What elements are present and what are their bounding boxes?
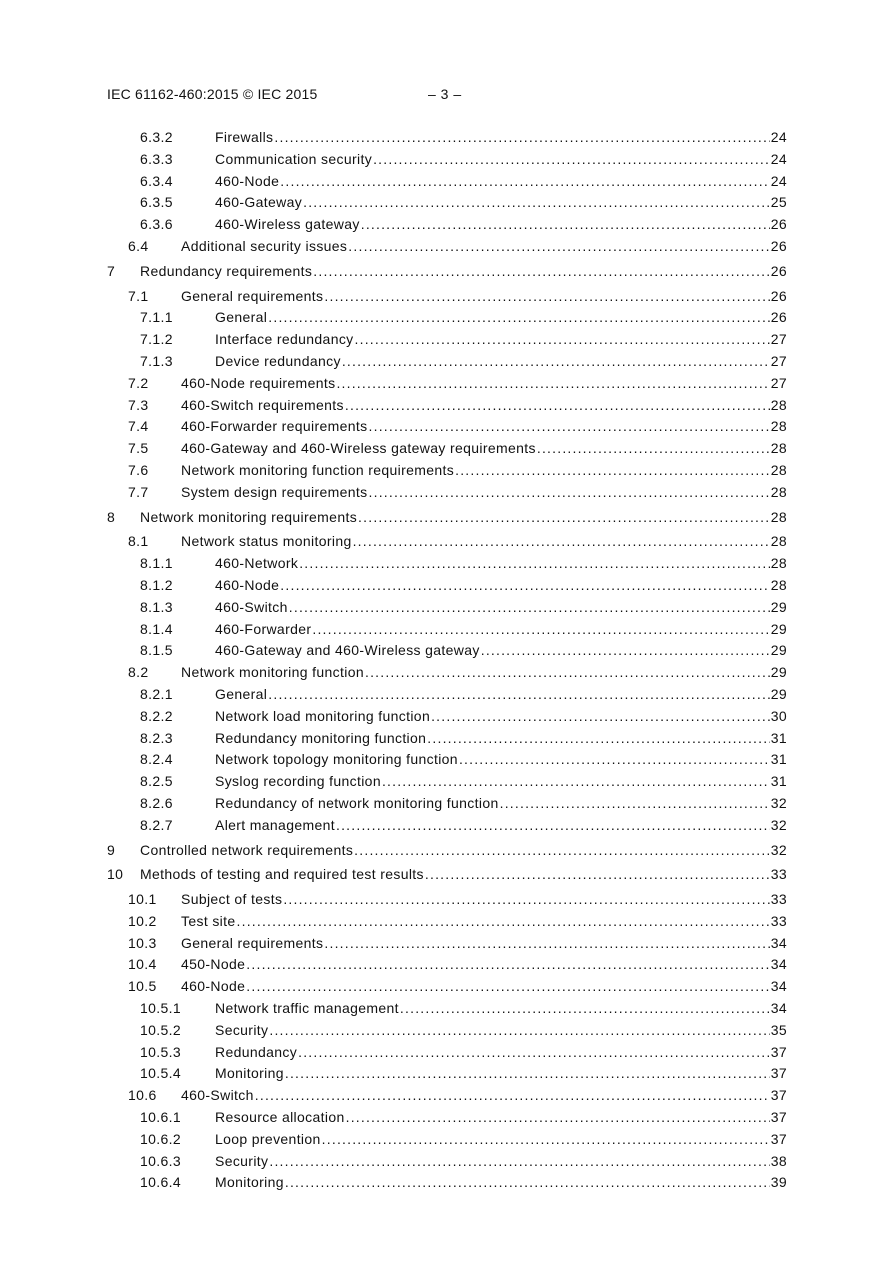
toc-entry-number: 6.3.6 [140,216,173,233]
table-of-contents [107,127,787,1194]
toc-entry-number: 7.6 [128,461,149,478]
toc-entry-page: 27 [770,374,787,391]
toc-entry-page: 31 [770,751,787,768]
toc-entry[interactable] [107,619,787,641]
toc-entry-page: 24 [770,150,787,167]
toc-entry[interactable] [107,662,787,684]
toc-entry-page: 31 [770,773,787,790]
toc-entry-number: 10.4 [128,956,157,973]
toc-entry-body [181,911,787,933]
toc-entry-number: 8.2.6 [140,794,173,811]
toc-entry-page: 32 [770,816,787,833]
toc-entry-title: Interface redundancy [215,331,354,348]
toc-entry-title: 460-Wireless gateway [215,216,360,233]
toc-entry-body [215,1107,787,1129]
toc-entry-number: 6.4 [128,237,149,254]
toc-entry-number: 8.2.7 [140,816,173,833]
toc-entry[interactable] [107,793,787,815]
toc-dot-leader [369,416,770,438]
toc-entry-number: 7.5 [128,440,149,457]
toc-entry-title: 460-Node [181,978,246,995]
toc-entry-body [215,575,787,597]
toc-entry-number: 8.1.5 [140,642,173,659]
toc-entry-title: 460-Node [215,576,280,593]
toc-entry-body [140,261,787,283]
toc-entry-body [140,507,787,529]
toc-dot-leader [336,373,769,395]
toc-entry-page: 33 [770,912,787,929]
toc-dot-leader [355,329,770,351]
toc-entry-page: 33 [770,866,787,883]
page-number: – 3 – [428,86,462,102]
toc-entry-title: 460-Forwarder requirements [181,418,368,435]
toc-entry-body [215,1063,787,1085]
toc-entry-title: Network monitoring requirements [140,508,358,525]
toc-entry-number: 6.3.5 [140,194,173,211]
toc-entry-body [181,438,787,460]
toc-entry-number: 8.2.5 [140,773,173,790]
toc-entry-page: 26 [770,287,787,304]
toc-entry-number: 9 [107,841,116,858]
toc-entry-page: 34 [770,956,787,973]
toc-entry[interactable] [107,575,787,597]
toc-dot-leader [431,706,770,728]
toc-entry[interactable] [107,1042,787,1064]
toc-entry-body [140,840,787,862]
toc-entry-page: 26 [770,309,787,326]
toc-entry-title: Resource allocation [215,1109,345,1126]
toc-dot-leader [268,307,769,329]
toc-entry-number: 10.5 [128,978,157,995]
toc-entry-body [181,954,787,976]
toc-entry-body [181,460,787,482]
toc-entry-title: Redundancy [215,1043,298,1060]
toc-entry-body [181,889,787,911]
toc-dot-leader [358,507,770,529]
toc-entry-page: 29 [770,642,787,659]
toc-entry-title: General [215,309,268,326]
toc-entry-body [215,749,787,771]
toc-entry-number: 10.6.3 [140,1152,182,1169]
toc-dot-leader [342,351,770,373]
toc-entry-title: Network traffic management [215,1000,399,1017]
toc-entry-number: 7.4 [128,418,149,435]
toc-entry-page: 29 [770,685,787,702]
toc-entry[interactable] [107,214,787,236]
toc-entry-title: 460-Gateway [215,194,303,211]
toc-entry-title: 460-Gateway and 460-Wireless gateway requirements [181,440,536,457]
document-reference: IEC 61162-460:2015 © IEC 2015 [107,86,318,102]
toc-entry[interactable] [107,192,787,214]
toc-dot-leader [313,261,769,283]
toc-entry-number: 10.6.2 [140,1130,182,1147]
toc-dot-leader [280,575,769,597]
toc-entry-number: 8.1.1 [140,555,173,572]
toc-dot-leader [427,728,769,750]
toc-entry-body [215,1151,787,1173]
toc-entry-number: 8 [107,508,116,525]
toc-entry-number: 10.5.1 [140,1000,182,1017]
toc-entry-number: 10.6.1 [140,1109,182,1126]
toc-entry-title: General requirements [181,934,324,951]
toc-entry-page: 27 [770,352,787,369]
toc-entry-page: 35 [770,1021,787,1038]
toc-entry-body [215,771,787,793]
toc-entry-body [215,1020,787,1042]
toc-entry-title: General requirements [181,287,324,304]
toc-entry-page: 29 [770,664,787,681]
toc-entry-page: 37 [770,1109,787,1126]
toc-entry-number: 10.5.4 [140,1065,182,1082]
toc-entry-page: 31 [770,729,787,746]
toc-dot-leader [382,771,770,793]
toc-dot-leader [322,1129,770,1151]
toc-entry-page: 28 [770,508,787,525]
toc-entry-title: Redundancy requirements [140,262,313,279]
toc-dot-leader [361,214,770,236]
toc-entry[interactable] [107,286,787,308]
toc-entry-body [181,286,787,308]
toc-entry-page: 26 [770,216,787,233]
toc-dot-leader [369,482,770,504]
toc-entry-number: 10.6.4 [140,1174,182,1191]
toc-entry[interactable] [107,351,787,373]
toc-entry-title: 450-Node [181,956,246,973]
toc-entry-body [215,684,787,706]
toc-entry-body [215,553,787,575]
toc-entry-page: 37 [770,1130,787,1147]
toc-entry-number: 6.3.2 [140,129,173,145]
toc-entry-number: 10 [107,866,124,883]
toc-dot-leader [353,531,770,553]
toc-entry[interactable] [107,728,787,750]
toc-entry[interactable] [107,416,787,438]
toc-entry[interactable] [107,127,787,149]
toc-dot-leader [481,640,770,662]
toc-dot-leader [345,395,770,417]
toc-entry-body [215,706,787,728]
toc-entry[interactable] [107,864,787,886]
toc-dot-leader [289,597,770,619]
toc-entry-body [181,976,787,998]
toc-entry-page: 32 [770,841,787,858]
toc-entry[interactable] [107,482,787,504]
toc-entry-title: Alert management [215,816,335,833]
toc-entry[interactable] [107,976,787,998]
toc-dot-leader [537,438,770,460]
toc-entry-title: Subject of tests [181,891,283,908]
toc-dot-leader [312,619,769,641]
toc-entry-body [215,793,787,815]
toc-entry[interactable] [107,889,787,911]
toc-entry-page: 28 [770,483,787,500]
toc-entry[interactable] [107,684,787,706]
toc-entry-body [215,1042,787,1064]
toc-entry-page: 33 [770,891,787,908]
toc-entry-page: 28 [770,440,787,457]
toc-entry-body [181,531,787,553]
toc-entry-title: Additional security issues [181,237,348,254]
toc-entry-body [140,864,787,886]
toc-entry-title: 460-Switch requirements [181,396,344,413]
toc-entry[interactable] [107,840,787,862]
toc-dot-leader [246,954,769,976]
toc-entry-number: 8.1 [128,533,149,550]
toc-entry-body [215,998,787,1020]
toc-entry-page: 25 [770,194,787,211]
toc-entry-title: Network monitoring function [181,664,364,681]
toc-entry-number: 8.2.1 [140,685,173,702]
toc-entry-number: 7.2 [128,374,149,391]
toc-entry-title: Firewalls [215,129,274,145]
toc-entry[interactable] [107,1085,787,1107]
toc-entry-title: Test site [181,912,236,929]
toc-entry-page: 30 [770,707,787,724]
toc-entry-body [215,214,787,236]
toc-entry[interactable] [107,1020,787,1042]
toc-entry-page: 34 [770,934,787,951]
toc-dot-leader [283,889,769,911]
toc-entry-number: 8.1.2 [140,576,173,593]
toc-entry-title: Network monitoring function requirements [181,461,455,478]
toc-entry-title: Monitoring [215,1065,284,1082]
toc-entry-body [181,395,787,417]
toc-dot-leader [299,553,770,575]
toc-entry[interactable] [107,261,787,283]
toc-entry-title: 460-Forwarder [215,620,312,637]
toc-entry-title: Loop prevention [215,1130,321,1147]
toc-entry[interactable] [107,706,787,728]
toc-entry-number: 10.5.2 [140,1021,182,1038]
toc-entry[interactable] [107,933,787,955]
toc-entry-body [215,329,787,351]
toc-entry-page: 37 [770,1065,787,1082]
toc-entry-body [181,373,787,395]
toc-dot-leader [285,1172,770,1194]
toc-entry[interactable] [107,395,787,417]
toc-entry-title: Security [215,1152,269,1169]
toc-entry-body [181,236,787,258]
toc-entry-title: Device redundancy [215,352,341,369]
toc-entry-body [215,640,787,662]
toc-dot-leader [346,1107,770,1129]
toc-entry-number: 10.2 [128,912,157,929]
toc-entry-body [181,662,787,684]
toc-entry-page: 34 [770,1000,787,1017]
toc-entry[interactable] [107,749,787,771]
toc-entry-number: 7 [107,262,116,279]
toc-entry-title: Redundancy monitoring function [215,729,427,746]
toc-entry-number: 10.1 [128,891,157,908]
toc-entry-title: Redundancy of network monitoring function [215,794,499,811]
toc-entry-title: Communication security [215,150,373,167]
toc-entry-number: 7.1.2 [140,331,173,348]
toc-entry-title: Controlled network requirements [140,841,354,858]
toc-entry[interactable] [107,236,787,258]
toc-entry[interactable] [107,553,787,575]
toc-entry-body [215,351,787,373]
toc-entry-title: Network load monitoring function [215,707,431,724]
toc-entry-body [215,1172,787,1194]
toc-entry[interactable] [107,911,787,933]
toc-entry-page: 29 [770,598,787,615]
toc-entry-page: 28 [770,555,787,572]
toc-entry-number: 6.3.4 [140,172,173,189]
toc-dot-leader [255,1085,770,1107]
toc-entry-page: 39 [770,1174,787,1191]
toc-entry-page: 28 [770,461,787,478]
toc-entry[interactable] [107,1172,787,1194]
toc-entry-body [215,815,787,837]
toc-entry-page: 32 [770,794,787,811]
toc-entry[interactable] [107,1063,787,1085]
toc-dot-leader [459,749,770,771]
toc-entry-page: 28 [770,533,787,550]
toc-entry-body [215,597,787,619]
toc-entry-number: 7.1 [128,287,149,304]
toc-entry-page: 26 [770,237,787,254]
toc-entry-body [215,127,787,149]
toc-entry-body [215,171,787,193]
toc-dot-leader [246,976,769,998]
toc-dot-leader [303,192,770,214]
toc-entry-number: 8.2 [128,664,149,681]
toc-dot-leader [268,684,769,706]
toc-entry-number: 10.3 [128,934,157,951]
toc-entry-title: 460-Network [215,555,299,572]
toc-entry-number: 10.5.3 [140,1043,182,1060]
toc-entry-title: Network status monitoring [181,533,352,550]
toc-dot-leader [324,286,769,308]
toc-entry-page: 28 [770,576,787,593]
toc-dot-leader [373,149,770,171]
toc-entry[interactable] [107,815,787,837]
toc-entry-number: 8.2.4 [140,751,173,768]
toc-entry-number: 8.1.3 [140,598,173,615]
toc-entry-number: 6.3.3 [140,150,173,167]
toc-entry-title: 460-Switch [181,1087,254,1104]
toc-entry[interactable] [107,531,787,553]
toc-entry[interactable] [107,171,787,193]
toc-entry-body [181,482,787,504]
toc-dot-leader [269,1151,769,1173]
toc-dot-leader [336,815,770,837]
toc-entry-page: 24 [770,129,787,145]
toc-entry[interactable] [107,998,787,1020]
toc-entry-page: 37 [770,1043,787,1060]
toc-entry[interactable] [107,640,787,662]
toc-entry-number: 10.6 [128,1087,157,1104]
toc-entry-body [181,1085,787,1107]
toc-entry-page: 28 [770,418,787,435]
toc-dot-leader [274,127,769,149]
toc-dot-leader [285,1063,770,1085]
toc-entry-page: 38 [770,1152,787,1169]
toc-entry-page: 34 [770,978,787,995]
toc-entry-number: 8.2.2 [140,707,173,724]
toc-entry-number: 7.7 [128,483,149,500]
toc-entry-title: Security [215,1021,269,1038]
toc-entry-title: Methods of testing and required test results [140,866,424,883]
toc-entry-body [215,307,787,329]
toc-dot-leader [298,1042,770,1064]
toc-entry[interactable] [107,1107,787,1129]
toc-entry-body [215,149,787,171]
toc-entry[interactable] [107,771,787,793]
toc-entry[interactable] [107,373,787,395]
toc-entry-title: General [215,685,268,702]
toc-entry-page: 29 [770,620,787,637]
toc-entry-number: 7.3 [128,396,149,413]
toc-dot-leader [455,460,770,482]
toc-entry[interactable] [107,307,787,329]
toc-dot-leader [237,911,770,933]
toc-entry[interactable] [107,954,787,976]
toc-entry[interactable] [107,329,787,351]
toc-entry[interactable] [107,1129,787,1151]
toc-dot-leader [500,793,770,815]
page-header [107,86,787,104]
toc-entry[interactable] [107,597,787,619]
toc-entry-title: Network topology monitoring function [215,751,458,768]
toc-entry-number: 7.1.1 [140,309,173,326]
toc-entry-page: 37 [770,1087,787,1104]
toc-entry-page: 26 [770,262,787,279]
toc-dot-leader [280,171,769,193]
toc-dot-leader [348,236,769,258]
toc-entry-number: 8.1.4 [140,620,173,637]
toc-entry-title: 460-Gateway and 460-Wireless gateway [215,642,480,659]
toc-entry-body [181,933,787,955]
toc-entry-title: System design requirements [181,483,368,500]
toc-dot-leader [365,662,770,684]
toc-entry-title: 460-Switch [215,598,288,615]
toc-entry[interactable] [107,438,787,460]
toc-entry[interactable] [107,149,787,171]
toc-dot-leader [425,864,770,886]
toc-entry-body [181,416,787,438]
toc-entry-body [215,1129,787,1151]
toc-entry[interactable] [107,507,787,529]
toc-entry-title: 460-Node [215,172,280,189]
toc-entry-body [215,619,787,641]
toc-entry-body [215,192,787,214]
toc-entry-page: 28 [770,396,787,413]
toc-entry-title: 460-Node requirements [181,374,336,391]
toc-entry-page: 27 [770,331,787,348]
toc-entry-page: 24 [770,172,787,189]
toc-entry-body [215,728,787,750]
toc-dot-leader [269,1020,769,1042]
toc-dot-leader [354,840,770,862]
toc-entry[interactable] [107,1151,787,1173]
toc-entry-number: 8.2.3 [140,729,173,746]
toc-entry-title: Syslog recording function [215,773,381,790]
toc-dot-leader [324,933,769,955]
toc-entry[interactable] [107,460,787,482]
toc-entry-number: 7.1.3 [140,352,173,369]
toc-entry-title: Monitoring [215,1174,284,1191]
toc-dot-leader [400,998,770,1020]
